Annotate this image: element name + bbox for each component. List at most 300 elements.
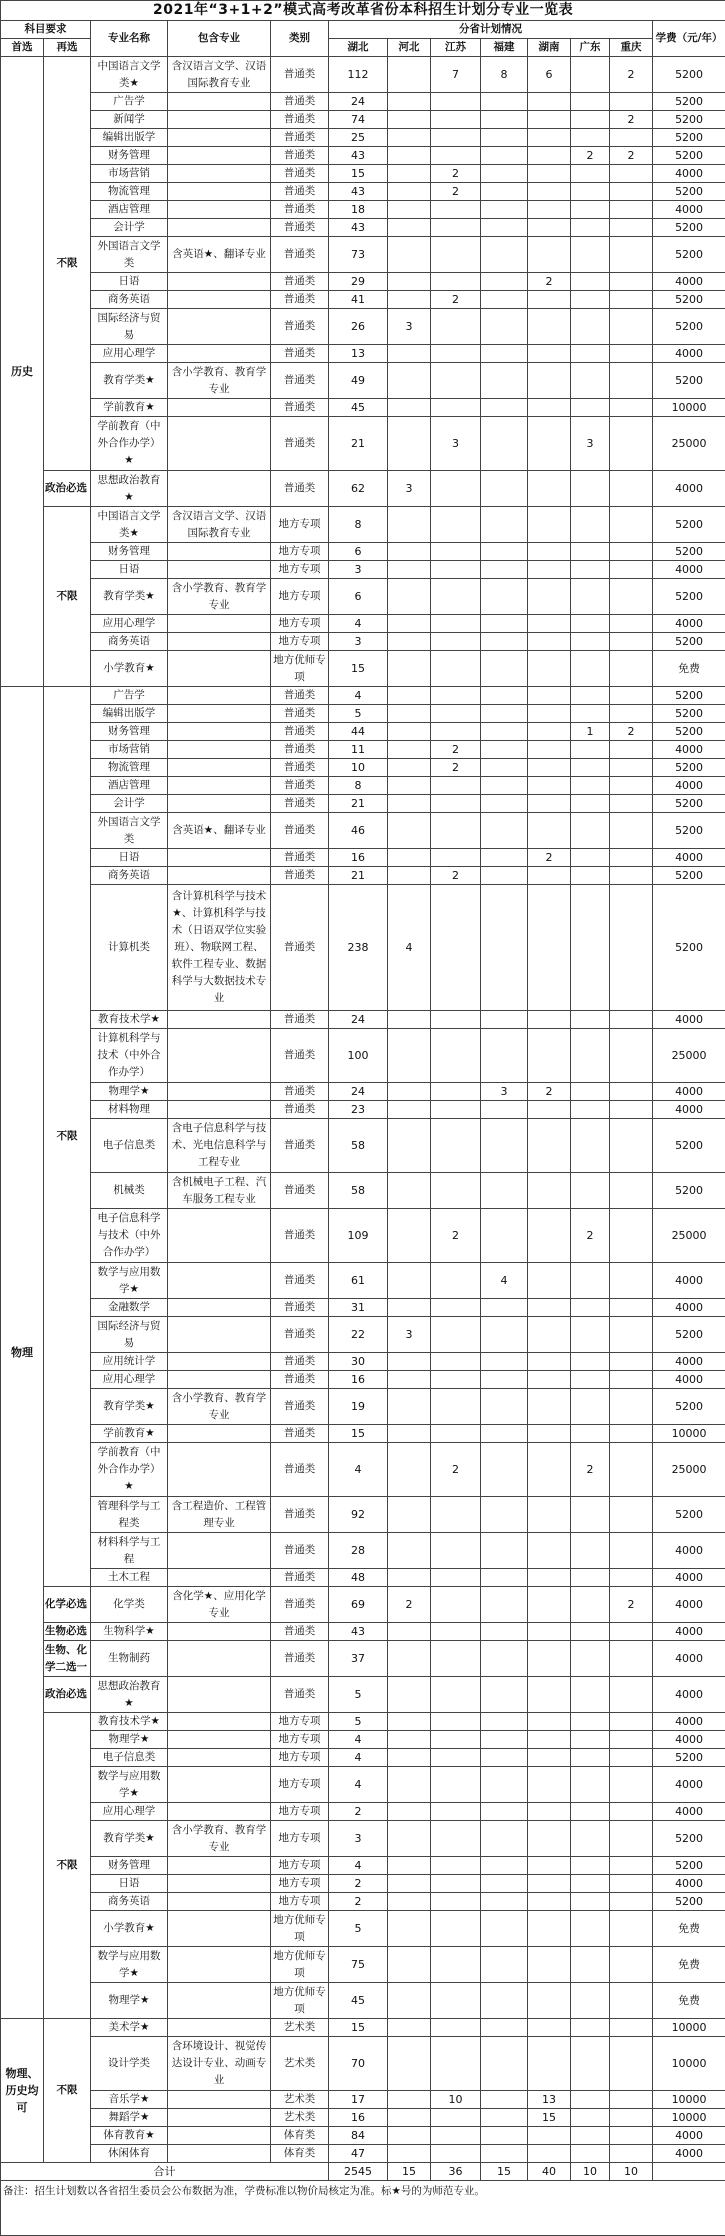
category: 普通类 bbox=[271, 1497, 329, 1533]
plan-hunan: 6 bbox=[528, 57, 571, 93]
category: 地方优师专项 bbox=[271, 651, 329, 687]
table-row bbox=[1, 1353, 725, 1371]
major-name: 应用心理学 bbox=[91, 615, 168, 633]
table-row bbox=[1, 1641, 725, 1677]
plan-guangdong bbox=[571, 399, 610, 417]
plan-guangdong bbox=[571, 1983, 610, 2019]
tuition-fee: 5200 bbox=[653, 759, 725, 777]
plan-jiangsu bbox=[431, 363, 481, 399]
plan-guangdong bbox=[571, 363, 610, 399]
included-majors: 含小学教育、教育学专业 bbox=[168, 1821, 271, 1857]
plan-jiangsu bbox=[431, 1389, 481, 1425]
major-name: 学前教育★ bbox=[91, 1425, 168, 1443]
plan-hunan bbox=[528, 471, 571, 507]
plan-chongqing bbox=[610, 1875, 653, 1893]
plan-hunan bbox=[528, 2037, 571, 2091]
plan-hunan bbox=[528, 1911, 571, 1947]
plan-chongqing bbox=[610, 651, 653, 687]
plan-chongqing bbox=[610, 579, 653, 615]
plan-hubei: 29 bbox=[329, 273, 388, 291]
plan-guangdong bbox=[571, 867, 610, 885]
plan-hunan bbox=[528, 651, 571, 687]
included-majors bbox=[168, 1371, 271, 1389]
included-majors bbox=[168, 1677, 271, 1713]
plan-hubei: 4 bbox=[329, 615, 388, 633]
category: 艺术类 bbox=[271, 2109, 329, 2127]
plan-chongqing bbox=[610, 1713, 653, 1731]
major-name: 教育学类★ bbox=[91, 1389, 168, 1425]
plan-fujian bbox=[481, 759, 528, 777]
plan-chongqing bbox=[610, 2109, 653, 2127]
table-row bbox=[1, 291, 725, 309]
category: 普通类 bbox=[271, 1317, 329, 1353]
plan-fujian bbox=[481, 1749, 528, 1767]
major-name: 生物制药 bbox=[91, 1641, 168, 1677]
table-row bbox=[1, 1497, 725, 1533]
included-majors: 含计算机科学与技术★、计算机科学与技术（日语双学位实验班）、物联网工程、软件工程专业、数据科学与大数据技术专业 bbox=[168, 885, 271, 1011]
included-majors bbox=[168, 165, 271, 183]
major-name: 生物科学★ bbox=[91, 1623, 168, 1641]
plan-hebei bbox=[388, 57, 431, 93]
plan-hubei: 4 bbox=[329, 687, 388, 705]
plan-hubei: 21 bbox=[329, 417, 388, 471]
included-majors bbox=[168, 741, 271, 759]
plan-fujian bbox=[481, 1911, 528, 1947]
plan-hunan bbox=[528, 723, 571, 741]
plan-fujian bbox=[481, 1425, 528, 1443]
plan-guangdong bbox=[571, 633, 610, 651]
plan-jiangsu bbox=[431, 2037, 481, 2091]
plan-hebei bbox=[388, 813, 431, 849]
plan-hunan bbox=[528, 1299, 571, 1317]
plan-hebei bbox=[388, 363, 431, 399]
plan-fujian bbox=[481, 1677, 528, 1713]
included-majors bbox=[168, 777, 271, 795]
plan-chongqing bbox=[610, 1425, 653, 1443]
plan-fujian bbox=[481, 1857, 528, 1875]
plan-fujian bbox=[481, 1389, 528, 1425]
plan-guangdong: 2 bbox=[571, 147, 610, 165]
plan-hebei bbox=[388, 1641, 431, 1677]
plan-chongqing bbox=[610, 2145, 653, 2163]
category: 普通类 bbox=[271, 1641, 329, 1677]
included-majors bbox=[168, 1875, 271, 1893]
plan-fujian bbox=[481, 1587, 528, 1623]
included-majors bbox=[168, 1425, 271, 1443]
plan-guangdong bbox=[571, 2127, 610, 2145]
category: 地方专项 bbox=[271, 1803, 329, 1821]
plan-jiangsu: 2 bbox=[431, 1209, 481, 1263]
tuition-fee: 4000 bbox=[653, 345, 725, 363]
plan-fujian bbox=[481, 2145, 528, 2163]
plan-hunan bbox=[528, 345, 571, 363]
included-majors bbox=[168, 1083, 271, 1101]
category: 地方专项 bbox=[271, 1749, 329, 1767]
plan-jiangsu bbox=[431, 273, 481, 291]
plan-guangdong bbox=[571, 705, 610, 723]
plan-jiangsu bbox=[431, 219, 481, 237]
total-hunan: 40 bbox=[528, 2163, 571, 2181]
plan-jiangsu bbox=[431, 1875, 481, 1893]
plan-hubei: 61 bbox=[329, 1263, 388, 1299]
category: 普通类 bbox=[271, 1443, 329, 1497]
major-name: 材料科学与工程 bbox=[91, 1533, 168, 1569]
category: 地方专项 bbox=[271, 1821, 329, 1857]
plan-guangdong bbox=[571, 1875, 610, 1893]
plan-fujian bbox=[481, 201, 528, 219]
included-majors: 含小学教育、教育学专业 bbox=[168, 1389, 271, 1425]
plan-jiangsu bbox=[431, 1623, 481, 1641]
plan-fujian bbox=[481, 1101, 528, 1119]
plan-chongqing bbox=[610, 1911, 653, 1947]
included-majors bbox=[168, 1731, 271, 1749]
plan-hebei bbox=[388, 183, 431, 201]
plan-hebei bbox=[388, 867, 431, 885]
plan-fujian bbox=[481, 1623, 528, 1641]
major-name: 思想政治教育★ bbox=[91, 1677, 168, 1713]
plan-hubei: 22 bbox=[329, 1317, 388, 1353]
category: 普通类 bbox=[271, 1209, 329, 1263]
plan-jiangsu bbox=[431, 723, 481, 741]
table-row bbox=[1, 1299, 725, 1317]
table-row bbox=[1, 1083, 725, 1101]
major-name: 广告学 bbox=[91, 93, 168, 111]
plan-hebei bbox=[388, 1371, 431, 1389]
plan-hubei: 3 bbox=[329, 561, 388, 579]
included-majors bbox=[168, 345, 271, 363]
category: 普通类 bbox=[271, 201, 329, 219]
plan-guangdong bbox=[571, 165, 610, 183]
tuition-fee: 5200 bbox=[653, 147, 725, 165]
tuition-fee: 4000 bbox=[653, 1533, 725, 1569]
table-row bbox=[1, 1713, 725, 1731]
tuition-fee: 5200 bbox=[653, 111, 725, 129]
table-row bbox=[1, 1533, 725, 1569]
plan-chongqing bbox=[610, 471, 653, 507]
plan-hubei: 16 bbox=[329, 1371, 388, 1389]
plan-chongqing bbox=[610, 705, 653, 723]
tuition-fee: 10000 bbox=[653, 2019, 725, 2037]
plan-jiangsu bbox=[431, 1299, 481, 1317]
major-name: 计算机科学与技术（中外合作办学） bbox=[91, 1029, 168, 1083]
plan-guangdong bbox=[571, 1263, 610, 1299]
plan-jiangsu bbox=[431, 2109, 481, 2127]
plan-hebei bbox=[388, 2109, 431, 2127]
category: 普通类 bbox=[271, 687, 329, 705]
category: 普通类 bbox=[271, 1029, 329, 1083]
major-name: 小学教育★ bbox=[91, 1911, 168, 1947]
table-row bbox=[1, 2019, 725, 2037]
table-row bbox=[1, 741, 725, 759]
plan-jiangsu: 10 bbox=[431, 2091, 481, 2109]
plan-guangdong bbox=[571, 1857, 610, 1875]
plan-hebei bbox=[388, 147, 431, 165]
plan-hunan bbox=[528, 237, 571, 273]
plan-fujian bbox=[481, 1875, 528, 1893]
plan-guangdong bbox=[571, 651, 610, 687]
plan-guangdong bbox=[571, 615, 610, 633]
major-name: 体育教育★ bbox=[91, 2127, 168, 2145]
plan-hunan bbox=[528, 1533, 571, 1569]
tuition-fee: 5200 bbox=[653, 183, 725, 201]
major-name: 物流管理 bbox=[91, 183, 168, 201]
plan-hebei bbox=[388, 111, 431, 129]
table-row bbox=[1, 1893, 725, 1911]
tuition-fee: 25000 bbox=[653, 1443, 725, 1497]
tuition-fee: 5200 bbox=[653, 237, 725, 273]
plan-guangdong: 3 bbox=[571, 417, 610, 471]
category: 普通类 bbox=[271, 795, 329, 813]
header-province-plan: 分省计划情况 bbox=[329, 21, 653, 39]
plan-jiangsu bbox=[431, 651, 481, 687]
plan-hebei bbox=[388, 543, 431, 561]
plan-hunan bbox=[528, 363, 571, 399]
plan-guangdong bbox=[571, 93, 610, 111]
plan-fujian bbox=[481, 129, 528, 147]
major-name: 日语 bbox=[91, 849, 168, 867]
category: 普通类 bbox=[271, 867, 329, 885]
plan-fujian: 8 bbox=[481, 57, 528, 93]
included-majors bbox=[168, 687, 271, 705]
table-row bbox=[1, 309, 725, 345]
plan-chongqing bbox=[610, 1299, 653, 1317]
plan-hubei: 2 bbox=[329, 1893, 388, 1911]
plan-jiangsu bbox=[431, 687, 481, 705]
plan-hubei: 49 bbox=[329, 363, 388, 399]
plan-fujian bbox=[481, 1353, 528, 1371]
plan-hunan bbox=[528, 579, 571, 615]
header-subject-requirement: 科目要求 bbox=[1, 21, 91, 39]
table-row bbox=[1, 687, 725, 705]
major-name: 商务英语 bbox=[91, 867, 168, 885]
table-row bbox=[1, 1803, 725, 1821]
plan-hunan bbox=[528, 1713, 571, 1731]
plan-hunan bbox=[528, 291, 571, 309]
plan-hunan bbox=[528, 1353, 571, 1371]
category: 地方专项 bbox=[271, 507, 329, 543]
table-row bbox=[1, 1731, 725, 1749]
table-row bbox=[1, 1101, 725, 1119]
table-row bbox=[1, 633, 725, 651]
plan-hubei: 24 bbox=[329, 1011, 388, 1029]
plan-hunan bbox=[528, 1677, 571, 1713]
tuition-fee: 4000 bbox=[653, 1875, 725, 1893]
tuition-fee: 4000 bbox=[653, 1677, 725, 1713]
plan-fujian bbox=[481, 723, 528, 741]
plan-hunan bbox=[528, 1857, 571, 1875]
plan-fujian bbox=[481, 1299, 528, 1317]
major-name: 财务管理 bbox=[91, 723, 168, 741]
first-choice-subject: 物理 bbox=[1, 687, 44, 2019]
tuition-fee: 5200 bbox=[653, 885, 725, 1011]
included-majors bbox=[168, 183, 271, 201]
major-name: 休闲体育 bbox=[91, 2145, 168, 2163]
included-majors bbox=[168, 1533, 271, 1569]
plan-fujian bbox=[481, 2109, 528, 2127]
table-row bbox=[1, 1029, 725, 1083]
plan-hunan bbox=[528, 1803, 571, 1821]
plan-chongqing bbox=[610, 165, 653, 183]
plan-chongqing bbox=[610, 1497, 653, 1533]
header-category: 类别 bbox=[271, 21, 329, 57]
plan-fujian bbox=[481, 543, 528, 561]
plan-fujian bbox=[481, 1983, 528, 2019]
plan-hubei: 70 bbox=[329, 2037, 388, 2091]
plan-hunan bbox=[528, 417, 571, 471]
category: 体育类 bbox=[271, 2145, 329, 2163]
plan-fujian bbox=[481, 291, 528, 309]
plan-hubei: 75 bbox=[329, 1947, 388, 1983]
plan-hunan bbox=[528, 309, 571, 345]
category: 普通类 bbox=[271, 93, 329, 111]
plan-chongqing bbox=[610, 219, 653, 237]
plan-fujian bbox=[481, 1029, 528, 1083]
plan-chongqing: 2 bbox=[610, 111, 653, 129]
plan-hunan bbox=[528, 543, 571, 561]
plan-hebei bbox=[388, 165, 431, 183]
included-majors bbox=[168, 651, 271, 687]
plan-hunan bbox=[528, 633, 571, 651]
plan-hubei: 18 bbox=[329, 201, 388, 219]
major-name: 物理学★ bbox=[91, 1983, 168, 2019]
included-majors bbox=[168, 1569, 271, 1587]
plan-hebei bbox=[388, 2091, 431, 2109]
included-majors bbox=[168, 1911, 271, 1947]
plan-hubei: 5 bbox=[329, 1713, 388, 1731]
plan-chongqing bbox=[610, 1731, 653, 1749]
plan-guangdong bbox=[571, 471, 610, 507]
included-majors bbox=[168, 1947, 271, 1983]
major-name: 国际经济与贸易 bbox=[91, 1317, 168, 1353]
plan-chongqing bbox=[610, 795, 653, 813]
plan-jiangsu bbox=[431, 813, 481, 849]
plan-hubei: 69 bbox=[329, 1587, 388, 1623]
plan-hebei: 3 bbox=[388, 309, 431, 345]
plan-fujian bbox=[481, 363, 528, 399]
plan-guangdong bbox=[571, 201, 610, 219]
plan-hubei: 45 bbox=[329, 1983, 388, 2019]
tuition-fee: 10000 bbox=[653, 1425, 725, 1443]
total-hubei: 2545 bbox=[329, 2163, 388, 2181]
plan-hubei: 28 bbox=[329, 1533, 388, 1569]
plan-guangdong bbox=[571, 219, 610, 237]
plan-jiangsu: 2 bbox=[431, 291, 481, 309]
plan-fujian bbox=[481, 237, 528, 273]
plan-chongqing bbox=[610, 183, 653, 201]
major-name: 美术学★ bbox=[91, 2019, 168, 2037]
tuition-fee: 4000 bbox=[653, 273, 725, 291]
plan-hunan bbox=[528, 1641, 571, 1677]
plan-hubei: 15 bbox=[329, 651, 388, 687]
included-majors bbox=[168, 561, 271, 579]
plan-chongqing bbox=[610, 1821, 653, 1857]
category: 普通类 bbox=[271, 1083, 329, 1101]
second-choice-subject: 不限 bbox=[44, 1713, 91, 2019]
plan-chongqing bbox=[610, 1389, 653, 1425]
plan-hubei: 26 bbox=[329, 309, 388, 345]
plan-hunan bbox=[528, 1371, 571, 1389]
included-majors bbox=[168, 399, 271, 417]
included-majors bbox=[168, 201, 271, 219]
plan-chongqing bbox=[610, 1353, 653, 1371]
plan-hebei bbox=[388, 651, 431, 687]
table-row bbox=[1, 579, 725, 615]
plan-chongqing bbox=[610, 93, 653, 111]
table-row bbox=[1, 1389, 725, 1425]
plan-hebei bbox=[388, 2145, 431, 2163]
major-name: 音乐学★ bbox=[91, 2091, 168, 2109]
plan-chongqing bbox=[610, 237, 653, 273]
category: 普通类 bbox=[271, 885, 329, 1011]
plan-hebei bbox=[388, 579, 431, 615]
included-majors bbox=[168, 1983, 271, 2019]
included-majors bbox=[168, 1623, 271, 1641]
category: 地方专项 bbox=[271, 1731, 329, 1749]
tuition-fee: 5200 bbox=[653, 687, 725, 705]
included-majors bbox=[168, 1803, 271, 1821]
included-majors bbox=[168, 1857, 271, 1875]
plan-hunan: 15 bbox=[528, 2109, 571, 2127]
plan-hubei: 2 bbox=[329, 1875, 388, 1893]
major-name: 金融数学 bbox=[91, 1299, 168, 1317]
included-majors bbox=[168, 111, 271, 129]
major-name: 商务英语 bbox=[91, 633, 168, 651]
total-guangdong: 10 bbox=[571, 2163, 610, 2181]
plan-hunan bbox=[528, 1443, 571, 1497]
plan-jiangsu bbox=[431, 2145, 481, 2163]
category: 普通类 bbox=[271, 1119, 329, 1173]
included-majors bbox=[168, 471, 271, 507]
plan-hunan bbox=[528, 1209, 571, 1263]
plan-chongqing: 2 bbox=[610, 1587, 653, 1623]
plan-hubei: 73 bbox=[329, 237, 388, 273]
tuition-fee: 5200 bbox=[653, 507, 725, 543]
table-row bbox=[1, 2109, 725, 2127]
plan-hunan bbox=[528, 2019, 571, 2037]
header-province-guangdong: 广东 bbox=[571, 39, 610, 57]
included-majors: 含汉语言文学、汉语国际教育专业 bbox=[168, 57, 271, 93]
plan-hebei bbox=[388, 1389, 431, 1425]
major-name: 会计学 bbox=[91, 795, 168, 813]
plan-hunan bbox=[528, 1497, 571, 1533]
header-province-jiangsu: 江苏 bbox=[431, 39, 481, 57]
plan-chongqing bbox=[610, 561, 653, 579]
major-name: 物流管理 bbox=[91, 759, 168, 777]
plan-guangdong bbox=[571, 561, 610, 579]
tuition-fee: 4000 bbox=[653, 1587, 725, 1623]
plan-jiangsu bbox=[431, 309, 481, 345]
category: 普通类 bbox=[271, 183, 329, 201]
included-majors: 含机械电子工程、汽车服务工程专业 bbox=[168, 1173, 271, 1209]
included-majors: 含电子信息科学与技术、光电信息科学与工程专业 bbox=[168, 1119, 271, 1173]
plan-hebei bbox=[388, 1821, 431, 1857]
plan-guangdong bbox=[571, 1911, 610, 1947]
plan-jiangsu bbox=[431, 1749, 481, 1767]
plan-guangdong bbox=[571, 2109, 610, 2127]
category: 艺术类 bbox=[271, 2037, 329, 2091]
plan-hubei: 8 bbox=[329, 777, 388, 795]
plan-fujian bbox=[481, 1947, 528, 1983]
table-row bbox=[1, 1587, 725, 1623]
plan-fujian bbox=[481, 507, 528, 543]
second-choice-subject: 不限 bbox=[44, 2019, 91, 2163]
plan-hubei: 58 bbox=[329, 1119, 388, 1173]
major-name: 中国语言文学类★ bbox=[91, 507, 168, 543]
included-majors bbox=[168, 615, 271, 633]
plan-hebei bbox=[388, 741, 431, 759]
plan-jiangsu bbox=[431, 579, 481, 615]
plan-jiangsu bbox=[431, 543, 481, 561]
